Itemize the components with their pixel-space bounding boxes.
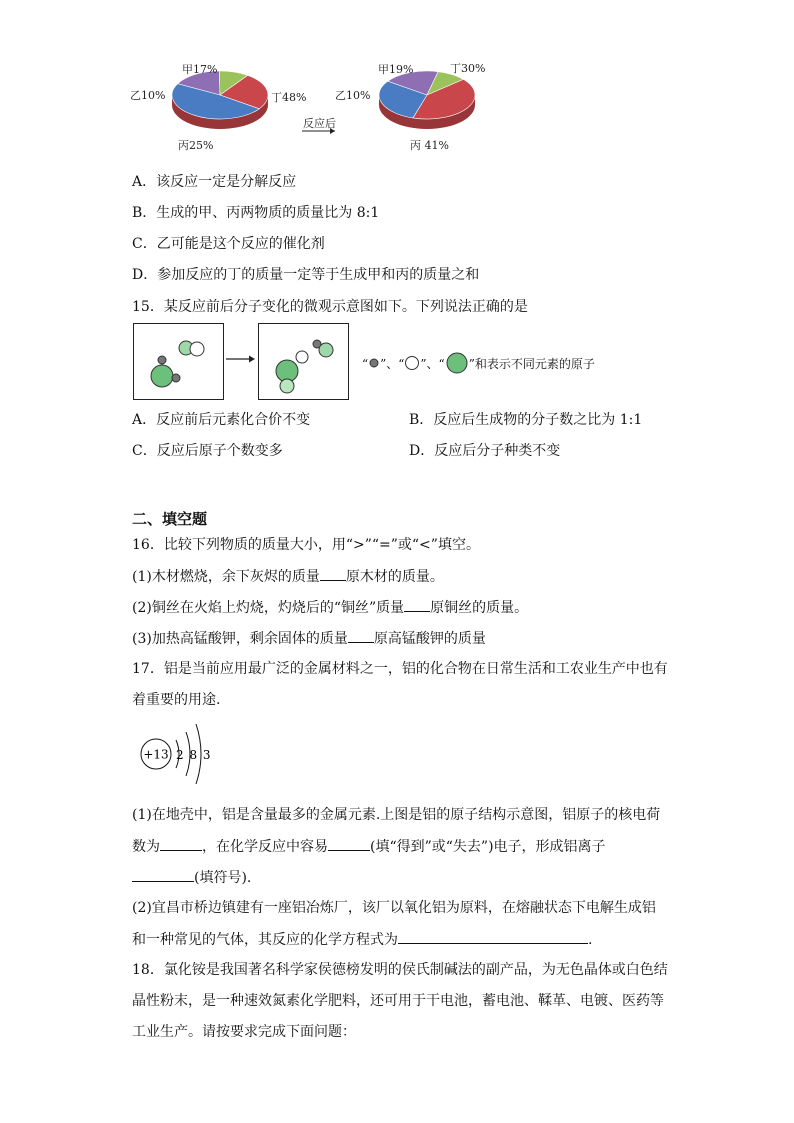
- before-molecules: [134, 324, 223, 399]
- q17-blank-charge[interactable]: [160, 836, 202, 851]
- q17-text-a: 数为: [132, 839, 160, 855]
- q16-item-2-text: (2)铜丝在火焰上灼烧，灼烧后的“铜丝”质量: [132, 600, 405, 616]
- q15-option-b: B．反应后生成物的分子数之比为 1:1: [409, 412, 643, 428]
- pie-before-label-jia: 甲17%: [182, 63, 218, 76]
- nucleus-charge: +13: [143, 747, 169, 762]
- q17-part1-line2: [132, 836, 606, 857]
- pie-before-label-ding: 丁48%: [271, 91, 307, 104]
- q14-option-d: D．参加反应的丁的质量一定等于生成甲和丙的质量之和: [132, 267, 480, 283]
- q17-text-f: .: [588, 932, 593, 948]
- q18-line-1: 18．氯化铵是我国著名科学家侯德榜发明的侯氏制碱法的副产品，为无色晶体或白色结: [132, 962, 668, 978]
- q16-blank-1[interactable]: [320, 566, 346, 581]
- q14-option-b: B．生成的甲、丙两物质的质量比为 8:1: [132, 205, 380, 221]
- arrow-label: 反应后: [303, 117, 336, 130]
- section-heading: 二、填空题: [132, 510, 208, 528]
- q16-item-1-tail: 原木材的质量。: [345, 569, 444, 585]
- q17-part2-line1: (2)宜昌市桥边镇建有一座铝冶炼厂，该厂以氧化铝为原料，在熔融状态下电解生成铝: [132, 900, 656, 916]
- q17-text-d: (填符号).: [194, 870, 252, 886]
- q14-option-c: C．乙可能是这个反应的催化剂: [132, 236, 325, 252]
- pie-after-label-jia: 甲19%: [378, 63, 414, 76]
- q16-blank-2[interactable]: [404, 597, 430, 612]
- pie-chart-after: [379, 71, 475, 129]
- q15-option-d: D．反应后分子种类不变: [409, 443, 561, 459]
- q15-option-a: A．反应前后元素化合价不变: [132, 412, 311, 428]
- large-atom-icon: [445, 351, 469, 375]
- small-atom-icon: [368, 357, 380, 369]
- before-reaction-box: [133, 323, 224, 400]
- legend-quote-1: “: [362, 357, 369, 371]
- q17-part1-line1: (1)在地壳中，铝是含量最多的金属元素.上图是铝的原子结构示意图，铝原子的核电荷: [132, 807, 661, 823]
- pie-before-label-bing: 丙25%: [178, 139, 214, 152]
- after-reaction-box: [258, 323, 349, 400]
- q15-arrow: [226, 354, 256, 364]
- q17-part2-line2: [132, 929, 592, 950]
- q17-blank-ion[interactable]: [132, 867, 194, 882]
- legend-text: ”和表示不同元素的原子: [468, 357, 595, 371]
- q17-text-c: (填“得到”或“失去”)电子，形成铝离子: [370, 839, 606, 855]
- q17-part1-line3: [132, 867, 251, 888]
- q17-blank-gain-lose[interactable]: [328, 836, 370, 851]
- legend-quote-3: ”、“: [420, 357, 445, 371]
- q17-stem-2: 着重要的用途.: [132, 692, 221, 708]
- medium-atom-icon: [404, 355, 420, 371]
- q18-line-3: 工业生产。请按要求完成下面问题：: [132, 1024, 356, 1040]
- q15-option-c: C．反应后原子个数变多: [132, 443, 283, 459]
- pie-charts-figure: [120, 55, 540, 160]
- q16-item-3-tail: 原高锰酸钾的质量: [373, 631, 486, 647]
- q17-blank-equation[interactable]: [398, 929, 588, 944]
- q16-stem: 16．比较下列物质的质量大小，用“>”“=”或“<”填空。: [132, 537, 480, 553]
- pie-after-label-yi: 乙10%: [335, 89, 371, 102]
- q16-item-1: [132, 566, 444, 587]
- pie-chart-before: [172, 71, 268, 129]
- q16-item-2: [132, 597, 528, 618]
- q14-option-a: A．该反应一定是分解反应: [132, 174, 297, 190]
- electron-shells: 2 8 3: [176, 748, 212, 762]
- q16-item-3: [132, 628, 486, 649]
- q17-text-b: ，在化学反应中容易: [202, 839, 328, 855]
- q17-text-e: 和一种常见的气体，其反应的化学方程式为: [132, 932, 398, 948]
- q16-item-3-text: (3)加热高锰酸钾，剩余固体的质量: [132, 631, 348, 647]
- q15-stem: 15．某反应前后分子变化的微观示意图如下。下列说法正确的是: [132, 299, 528, 315]
- q16-item-1-text: (1)木材燃烧，余下灰烬的质量: [132, 569, 320, 585]
- q16-blank-3[interactable]: [348, 628, 374, 643]
- atom-legend: [362, 351, 595, 375]
- after-molecules: [259, 324, 348, 399]
- pie-after-label-bing: 丙 41%: [410, 139, 449, 152]
- pie-after-label-ding: 丁30%: [450, 62, 486, 75]
- legend-quote-2: ”、“: [380, 357, 405, 371]
- pie-before-label-yi: 乙10%: [130, 89, 166, 102]
- q18-line-2: 晶性粉末，是一种速效氮素化学肥料，还可用于干电池，蓄电池、鞣革、电镀、医药等: [132, 993, 664, 1009]
- aluminum-atom-diagram: [138, 722, 218, 786]
- q17-stem-1: 17．铝是当前应用最广泛的金属材料之一，铝的化合物在日常生活和工农业生产中也有: [132, 661, 668, 677]
- q16-item-2-tail: 原铜丝的质量。: [430, 600, 529, 616]
